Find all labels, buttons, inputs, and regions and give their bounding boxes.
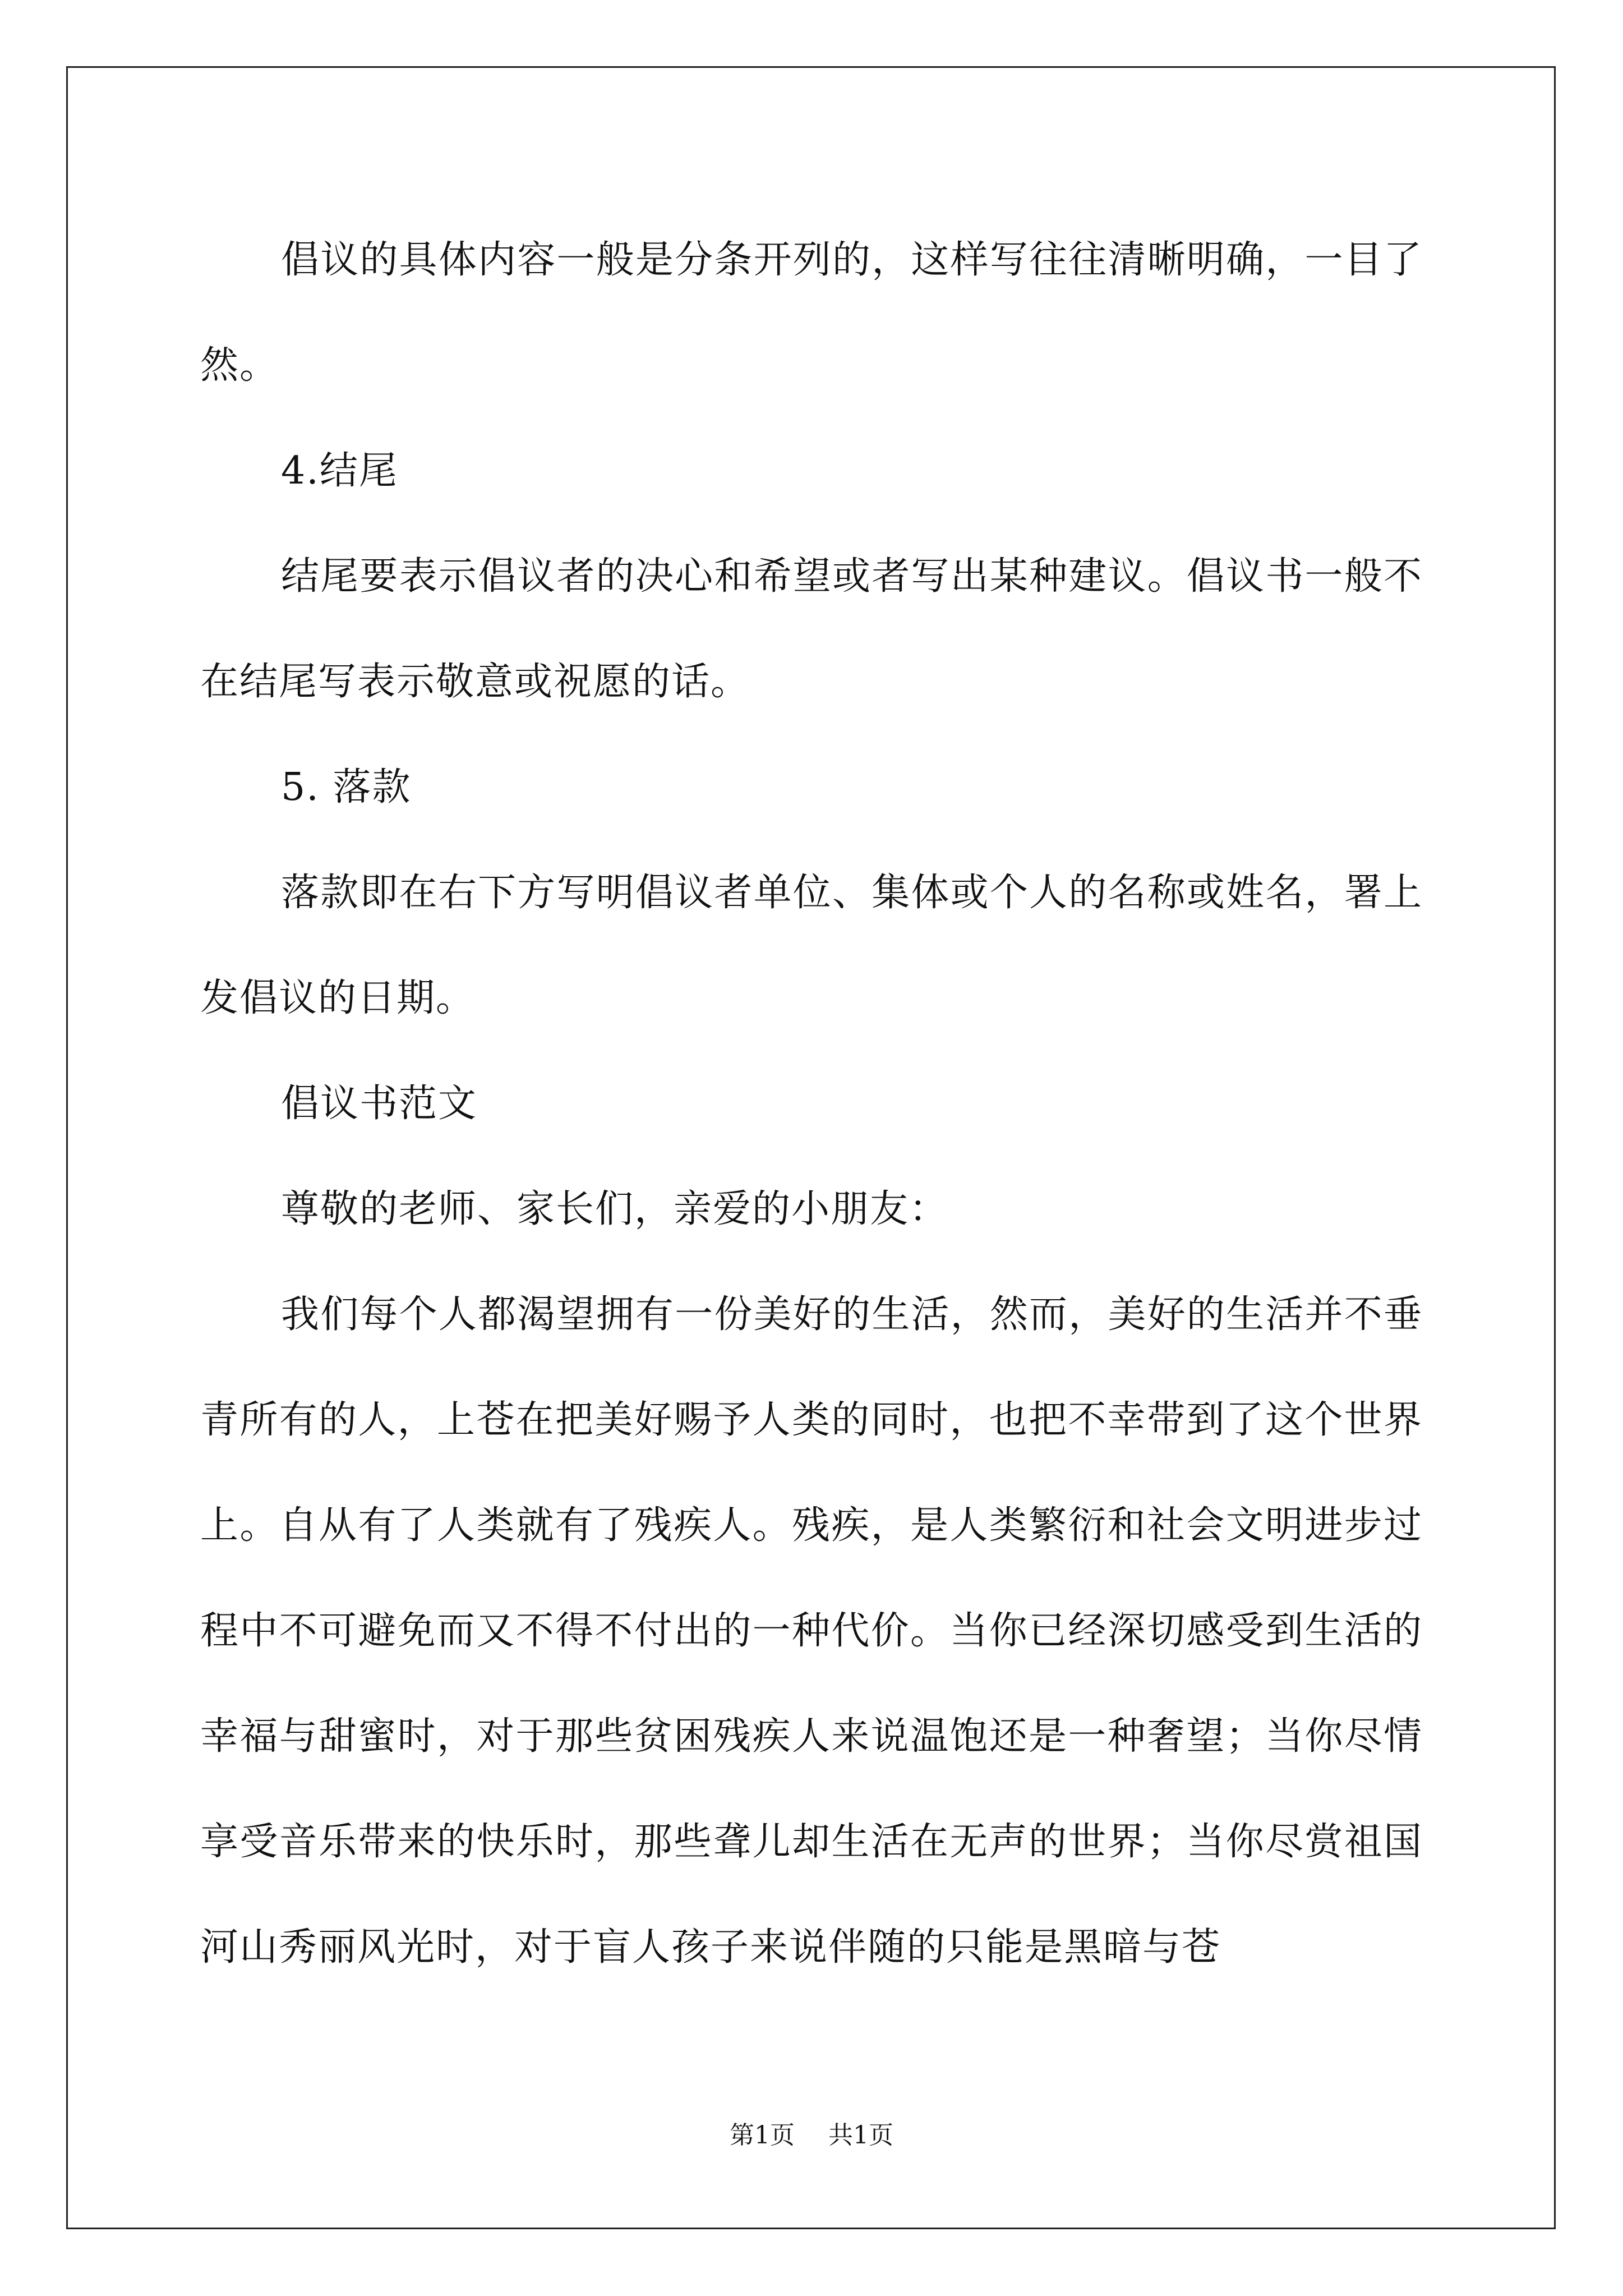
page-number: 第1页	[730, 2121, 795, 2150]
paragraph-signature: 落款即在右下方写明倡议者单位、集体或个人的名称或姓名，署上发倡议的日期。	[200, 871, 1423, 1020]
paragraph-content-intro: 倡议的具体内容一般是分条开列的，这样写往往清晰明确，一目了然。	[200, 238, 1423, 388]
heading-sample: 倡议书范文	[281, 1082, 478, 1126]
salutation: 尊敬的老师、家长们，亲爱的小朋友：	[281, 1187, 949, 1231]
heading-ending: 4.结尾	[281, 449, 398, 493]
page-total: 共1页	[828, 2121, 893, 2150]
paragraph-body: 我们每个人都渴望拥有一份美好的生活，然而，美好的生活并不垂青所有的人，上苍在把美好赐予人类的同时，也把不幸带到了这个世界上。自从有了人类就有了残疾人。残疾，是人类繁衍和社会文明进步过程中不可避免而又不得不付出的一种代价。当你已经深切感受到生活的幸福与甜蜜时，对于那些贫困残疾人来说温饱还是一种奢望；当你尽情享受音乐带来的快乐时，那些聋儿却生活在无声的世界；当你尽赏祖国河山秀丽风光时，对于盲人孩子来说伴随的只能是黑暗与苍	[200, 1292, 1423, 1970]
heading-signature: 5. 落款	[281, 765, 412, 809]
document-body	[200, 208, 1423, 2000]
page-footer	[0, 2115, 1623, 2151]
paragraph-ending: 结尾要表示倡议者的决心和希望或者写出某种建议。倡议书一般不在结尾写表示敬意或祝愿的话。	[200, 554, 1423, 704]
